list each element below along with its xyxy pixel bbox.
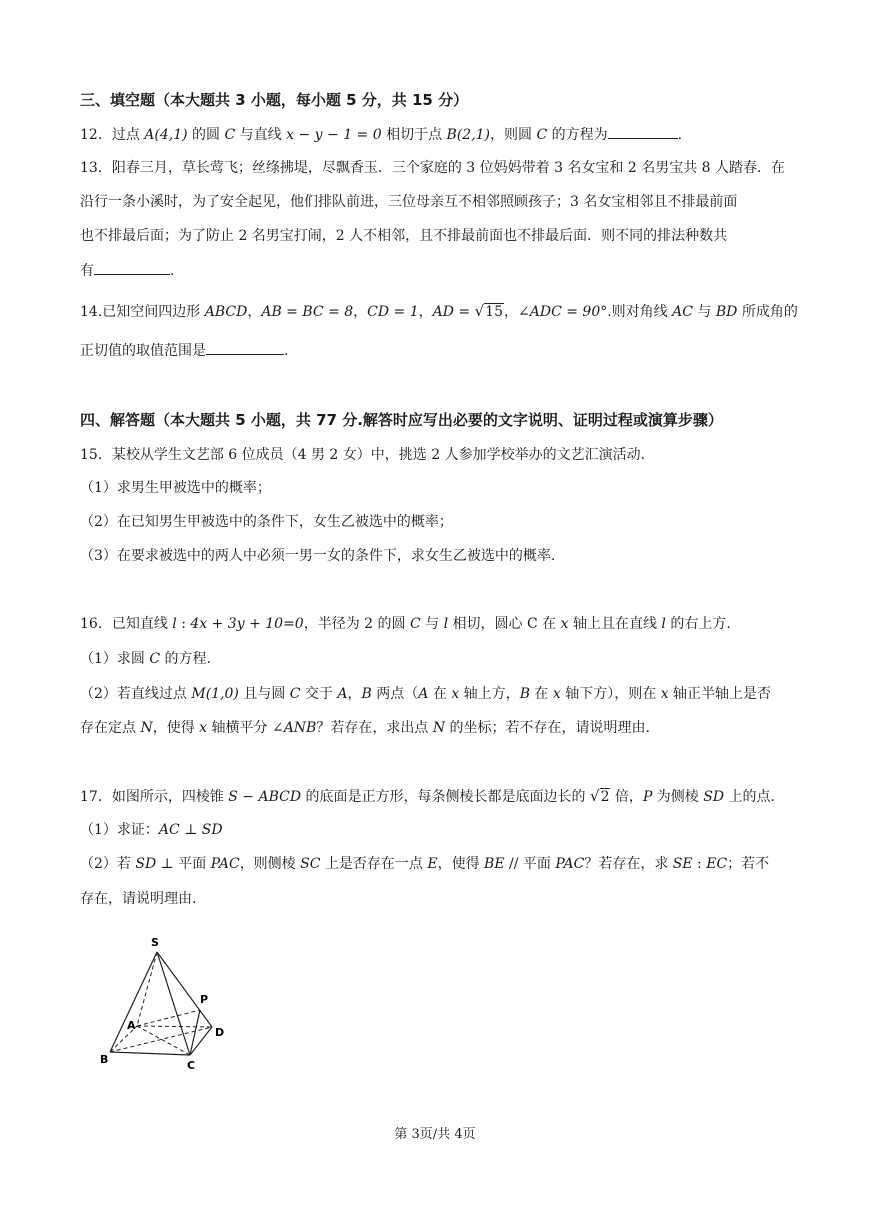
- q17-math: E: [427, 856, 438, 872]
- q16-math: l: [172, 616, 177, 632]
- answer-blank: [206, 340, 284, 355]
- q12-math: x − y − 1 = 0: [286, 127, 382, 143]
- q17-sqrt: 2: [600, 789, 610, 805]
- q12-math: C: [224, 127, 236, 143]
- q16-math: B: [519, 686, 530, 702]
- q17-math: AC ⊥ SD: [158, 822, 223, 838]
- vertex-label-d: D: [215, 1026, 225, 1039]
- q16-text: 在: [428, 686, 452, 702]
- section-3-heading: 三、填空题（本大题共 3 小题，每小题 5 分，共 15 分）: [80, 91, 469, 109]
- q13-text: .: [170, 263, 175, 279]
- q16-text: ，半径为 2 的圆: [303, 616, 410, 632]
- q16-math: C: [149, 651, 161, 667]
- vertex-label-s: S: [151, 936, 159, 949]
- q14-text: ，: [353, 304, 368, 320]
- question-17-sub-1: [80, 820, 223, 840]
- pyramid-figure: [90, 930, 250, 1080]
- q17-math: SD: [703, 789, 725, 805]
- q14-math: AD =: [432, 304, 475, 320]
- edge-ad: [137, 1026, 212, 1027]
- q16-math: 4x + 3y + 10=0: [190, 616, 304, 632]
- q16-math: C: [409, 616, 421, 632]
- q16-text: 交于: [300, 686, 338, 702]
- q16-text: ，使得: [152, 720, 200, 736]
- q17-text: 上的点.: [724, 789, 775, 805]
- q17-text: （2）若: [80, 856, 136, 872]
- q17-math: P: [642, 789, 653, 805]
- edge-sb: [110, 952, 157, 1052]
- q16-math: l: [661, 616, 666, 632]
- question-17-sub-2-line-1: [80, 854, 769, 874]
- q14-text: 所成角的: [737, 304, 798, 320]
- q17-text: 为侧棱: [652, 789, 704, 805]
- q17-text: ；若不: [727, 856, 770, 872]
- question-16-sub-1: [80, 649, 211, 669]
- question-15-sub-2: （2）在已知男生甲被选中的条件下，女生乙被选中的概率；: [80, 514, 453, 530]
- q12-text: .: [677, 127, 683, 143]
- q14-text: 与: [692, 304, 716, 320]
- vertex-label-a: A: [127, 1019, 136, 1032]
- question-13-line-4: [80, 260, 174, 281]
- q16-math: ∠ANB: [271, 720, 317, 736]
- q16-text: ？若存在，求出点: [316, 720, 433, 736]
- q17-math: SC: [300, 856, 321, 872]
- q16-math: A: [337, 686, 348, 702]
- q17-math: SD: [135, 856, 157, 872]
- q16-text: 与: [420, 616, 444, 632]
- q14-math: AC: [672, 304, 693, 320]
- q16-math: C: [289, 686, 301, 702]
- question-14-line-1: 14.已知空间四边形 ABCD，AB = BC = 8，CD = 1，AD = √15，∠ADC = 90°.则对角线 AC 与 BD 所成角的: [80, 302, 798, 320]
- q12-text: 的圆: [187, 127, 225, 143]
- q16-math: M(1,0): [191, 686, 239, 702]
- q17-text: ，则侧棱: [239, 856, 301, 872]
- q17-text: 上是否存在一点: [320, 856, 428, 872]
- question-17-sub-2-line-2: 存在，请说明理由.: [80, 891, 197, 907]
- q16-text: （2）若直线过点: [80, 686, 192, 702]
- q17-math: SE: [672, 856, 693, 872]
- q17-math: BE: [484, 856, 505, 872]
- q16-text: 的方程.: [160, 651, 211, 667]
- q16-math: x: [660, 686, 669, 702]
- q14-sqrt: 15: [485, 304, 503, 320]
- q12-text: ，则圆: [490, 127, 537, 143]
- vertex-label-p: P: [200, 993, 209, 1006]
- question-13-line-2: 沿行一条小溪时，为了安全起见，他们排队前进，三位母亲互不相邻照顾孩子；3 名女宝相邻且不排最前面: [80, 194, 738, 210]
- q12-math: A(4,1): [144, 127, 188, 143]
- page-footer: 第 3页/共 4页: [394, 1127, 476, 1142]
- question-16-sub-2-line-1: [80, 684, 771, 704]
- q16-text: 轴上且在直线: [568, 616, 662, 632]
- q12-text: 的方程为: [547, 127, 608, 143]
- q16-math: A: [418, 686, 429, 702]
- q16-text: ，: [347, 686, 362, 702]
- edge-ap: [137, 1010, 200, 1026]
- q16-text: 16．已知直线: [80, 616, 173, 632]
- q17-text: 17．如图所示，四棱锥: [80, 789, 229, 805]
- q14-text: ，: [418, 304, 433, 320]
- q17-math: S − ABCD: [228, 789, 302, 805]
- question-16-line-1: [80, 614, 731, 634]
- q16-math: x: [451, 686, 460, 702]
- q17-text: :: [692, 856, 707, 872]
- section-4-heading: 四、解答题（本大题共 5 小题，共 77 分.解答时应写出必要的文字说明、证明过程或演算步骤）: [80, 411, 723, 429]
- edge-bc: [110, 1052, 190, 1055]
- q17-text: ？若存在，求: [584, 856, 673, 872]
- answer-blank: [94, 260, 170, 275]
- q16-text: 在: [529, 686, 553, 702]
- q17-math: PAC: [555, 856, 585, 872]
- q16-math: B: [361, 686, 372, 702]
- q16-text: :: [176, 616, 191, 632]
- question-13-line-1: 13．阳春三月，草长莺飞；丝绦拂堤，尽飘香玉．三个家庭的 3 位妈妈带着 3 名女宝和 2 名男宝共 8 人踏春．在: [80, 160, 786, 176]
- q12-text: 与直线: [235, 127, 287, 143]
- q17-text: // 平面: [504, 856, 556, 872]
- q14-math: CD = 1: [367, 304, 419, 320]
- q16-text: 轴横平分: [207, 720, 272, 736]
- q14-text: .: [284, 343, 289, 359]
- q17-text: ，使得: [437, 856, 485, 872]
- q17-text: ⊥ 平面: [156, 856, 211, 872]
- edge-sd: [157, 952, 212, 1027]
- q16-text: （1）求圆: [80, 651, 150, 667]
- vertex-label-b: B: [100, 1053, 109, 1066]
- q12-number: 12．: [80, 127, 112, 143]
- q17-text: （1）求证：: [80, 822, 159, 838]
- q16-math: N: [140, 720, 153, 736]
- q16-text: 轴正半轴上是否: [668, 686, 772, 702]
- q17-math: EC: [706, 856, 728, 872]
- question-17-line-1: 17．如图所示，四棱锥 S − ABCD 的底面是正方形，每条侧棱长都是底面边长的 √2 倍，P 为侧棱 SD 上的点.: [80, 787, 775, 805]
- q16-text: 且与圆: [238, 686, 290, 702]
- q14-math: ∠ADC = 90°: [518, 304, 608, 320]
- q14-math: AB = BC = 8: [261, 304, 354, 320]
- question-12: [80, 124, 682, 145]
- question-15-sub-3: （3）在要求被选中的两人中必须一男一女的条件下，求女生乙被选中的概率.: [80, 548, 556, 564]
- q14-text: 14.已知空间四边形: [80, 304, 205, 320]
- q12-math: B(2,1): [446, 127, 491, 143]
- question-16-sub-2-line-2: [80, 718, 650, 738]
- q14-math: ABCD: [204, 304, 248, 320]
- q16-math: l: [443, 616, 449, 632]
- question-14-line-2: [80, 340, 288, 361]
- edge-bd: [110, 1027, 212, 1052]
- q14-text: ，: [247, 304, 262, 320]
- q17-text: 的底面是正方形，每条侧棱长都是底面边长的: [301, 789, 590, 805]
- q16-math: x: [560, 616, 569, 632]
- q16-text: 的坐标；若不存在，请说明理由.: [445, 720, 650, 736]
- q17-math: PAC: [210, 856, 240, 872]
- q13-text: 有: [80, 263, 94, 279]
- q12-text: 相切于点: [381, 127, 447, 143]
- q17-text: 倍，: [610, 789, 643, 805]
- q14-math: BD: [715, 304, 738, 320]
- q12-math: C: [536, 127, 548, 143]
- q16-text: 相切，圆心 C 在: [448, 616, 561, 632]
- question-13-line-3: 也不排最后面；为了防止 2 名男宝打闹，2 人不相邻，且不排最前面也不排最后面．则不同的排法种数共: [80, 228, 728, 244]
- q16-text: 轴下方），则在: [560, 686, 661, 702]
- q16-text: 的右上方.: [665, 616, 731, 632]
- q16-math: N: [432, 720, 446, 736]
- vertex-label-c: C: [187, 1059, 196, 1072]
- question-15-sub-1: （1）求男生甲被选中的概率；: [80, 480, 271, 496]
- q14-text: ，: [504, 304, 518, 320]
- q16-text: 轴上方，: [459, 686, 520, 702]
- q14-text: .则对角线: [607, 304, 673, 320]
- q16-text: 存在定点: [80, 720, 141, 736]
- q14-text: 正切值的取值范围是: [80, 343, 206, 359]
- q16-text: 两点（: [371, 686, 419, 702]
- q16-math: x: [199, 720, 208, 736]
- answer-blank: [608, 124, 678, 139]
- q16-math: x: [552, 686, 561, 702]
- q12-text: 过点: [111, 127, 145, 143]
- question-15-line-1: 15．某校从学生文艺部 6 位成员（4 男 2 女）中，挑选 2 人参加学校举办的文艺汇演活动.: [80, 447, 646, 463]
